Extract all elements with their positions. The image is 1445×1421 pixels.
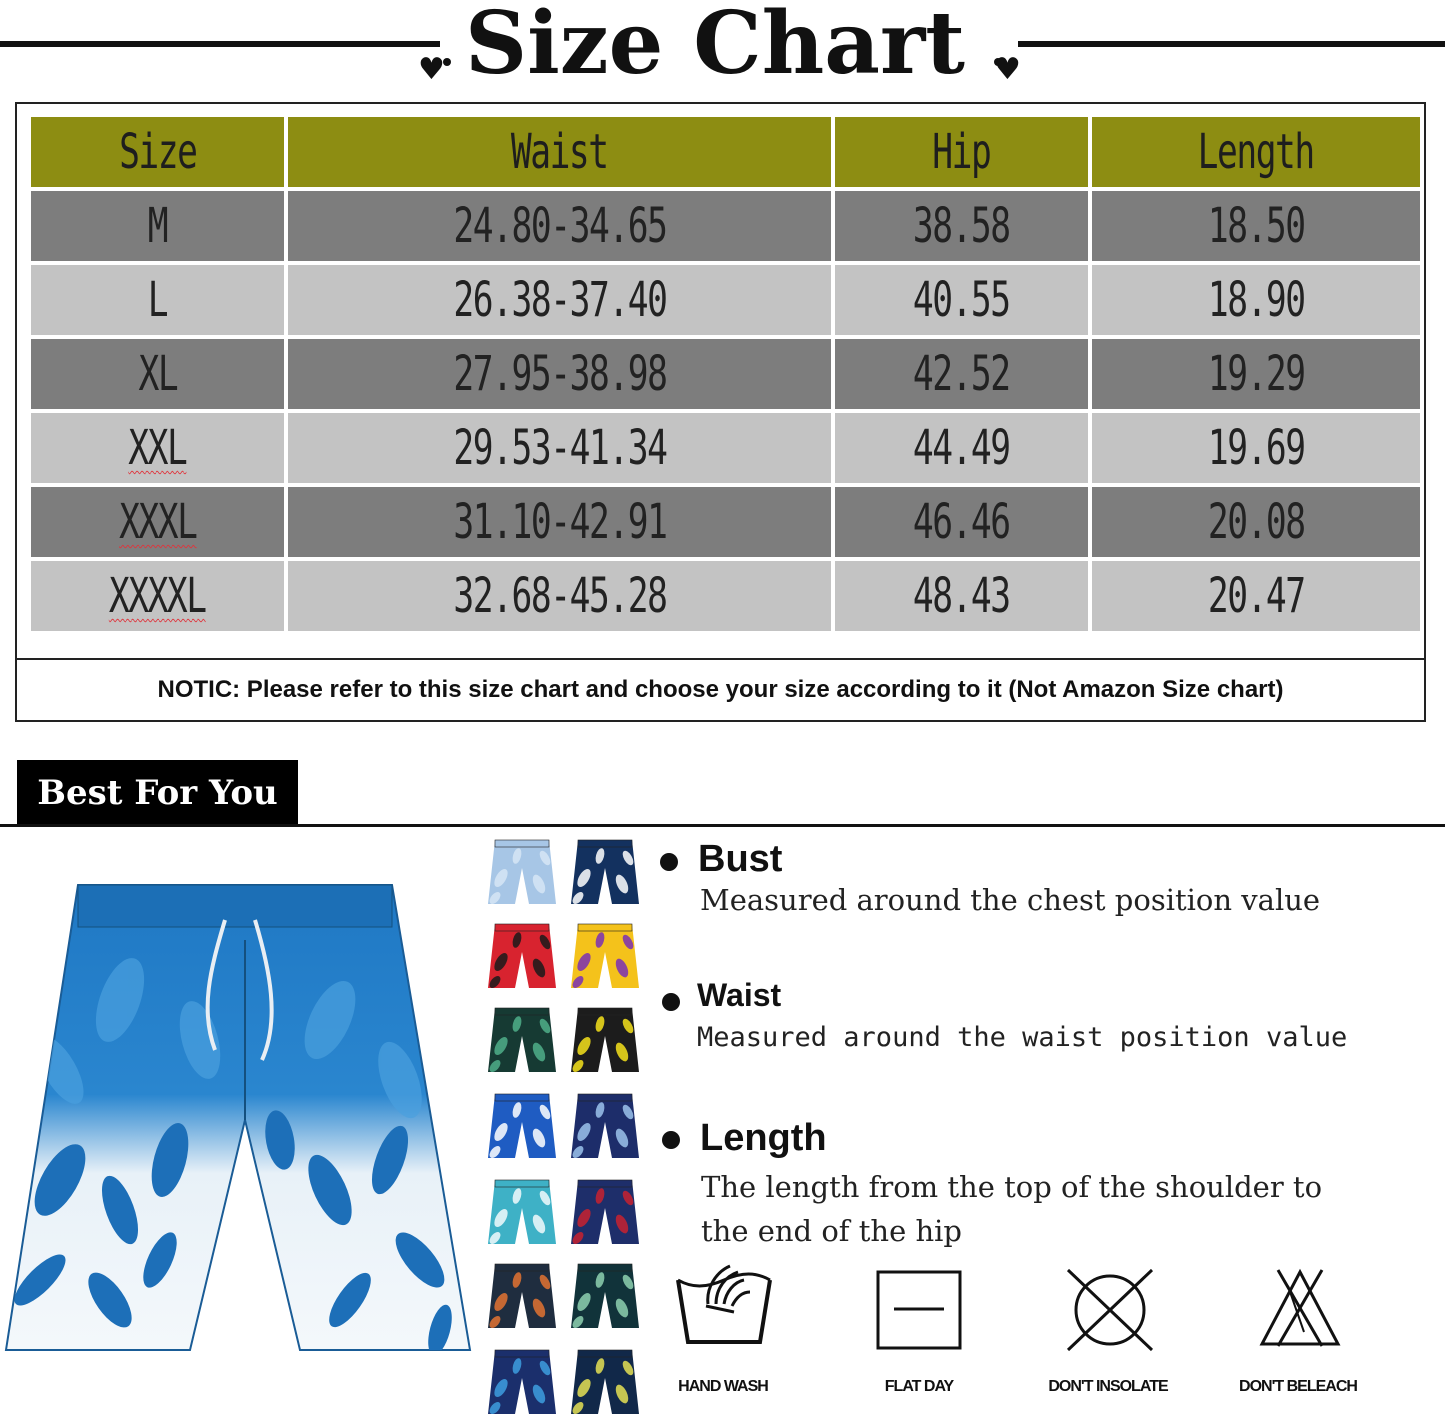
size-cell: XXXL xyxy=(31,487,284,557)
waist-cell: 27.95-38.98 xyxy=(288,339,831,409)
size-cell: XXL xyxy=(31,413,284,483)
hip-cell: 44.49 xyxy=(835,413,1088,483)
length-cell: 20.47 xyxy=(1092,561,1420,631)
waist-cell: 24.80-34.65 xyxy=(288,191,831,261)
hip-cell: 46.46 xyxy=(835,487,1088,557)
notice-divider xyxy=(17,658,1424,660)
thumbnail-red-shorts[interactable] xyxy=(487,922,557,992)
length-cell: 18.90 xyxy=(1092,265,1420,335)
care-label-dont-bleach: DON'T BELEACH xyxy=(1239,1378,1357,1395)
heart-icon: ♥ xyxy=(994,52,1021,87)
product-shorts-image xyxy=(0,880,485,1390)
thumbnail-rainbow-shorts[interactable] xyxy=(570,922,640,992)
length-cell: 20.08 xyxy=(1092,487,1420,557)
size-cell: M xyxy=(31,191,284,261)
waist-cell: 31.10-42.91 xyxy=(288,487,831,557)
heart-icon: ♥ xyxy=(418,52,445,87)
table-row xyxy=(31,265,1420,335)
header-rule-right xyxy=(1018,41,1445,47)
waist-cell: 26.38-37.40 xyxy=(288,265,831,335)
hip-cell: 42.52 xyxy=(835,339,1088,409)
do-not-bleach-icon xyxy=(1258,1266,1342,1348)
care-label-hand-wash: HAND WASH xyxy=(678,1378,768,1395)
waist-desc: Measured around the waist position value xyxy=(697,1022,1348,1053)
size-table xyxy=(27,113,1424,635)
thumbnail-light-blue-shorts[interactable] xyxy=(487,838,557,908)
header-size: Size xyxy=(31,117,284,187)
thumbnail-blue-leaf-shorts[interactable] xyxy=(487,1092,557,1162)
thumbnail-teal-leaf-shorts[interactable] xyxy=(487,1178,557,1248)
header-waist: Waist xyxy=(288,117,831,187)
thumbnail-dark-green-palm-shorts[interactable] xyxy=(570,1262,640,1332)
waist-title: Waist xyxy=(697,977,782,1013)
waist-cell: 32.68-45.28 xyxy=(288,561,831,631)
care-label-dont-insolate: DON'T INSOLATE xyxy=(1048,1378,1168,1395)
size-cell: XL xyxy=(31,339,284,409)
bullet-icon xyxy=(662,1131,680,1149)
bust-title: Bust xyxy=(698,838,783,880)
header-hip: Hip xyxy=(835,117,1088,187)
table-row xyxy=(31,339,1420,409)
hip-cell: 40.55 xyxy=(835,265,1088,335)
length-desc-line2: the end of the hip xyxy=(701,1214,962,1248)
waist-cell: 29.53-41.34 xyxy=(288,413,831,483)
bullet-icon xyxy=(662,993,680,1011)
size-cell: XXXXL xyxy=(31,561,284,631)
section-rule xyxy=(0,824,1445,827)
size-cell: L xyxy=(31,265,284,335)
length-cell: 18.50 xyxy=(1092,191,1420,261)
length-cell: 19.69 xyxy=(1092,413,1420,483)
flat-dry-icon xyxy=(874,1268,964,1352)
hip-cell: 38.58 xyxy=(835,191,1088,261)
header-length: Length xyxy=(1092,117,1420,187)
table-row xyxy=(31,413,1420,483)
do-not-tumble-icon xyxy=(1060,1264,1160,1354)
hand-wash-icon xyxy=(672,1258,776,1350)
thumbnail-navy-shorts[interactable] xyxy=(570,838,640,908)
thumbnail-navy-fade-shorts[interactable] xyxy=(570,1092,640,1162)
thumbnail-neon-shorts[interactable] xyxy=(570,1006,640,1076)
table-row xyxy=(31,561,1420,631)
section-label: Best For You xyxy=(37,773,278,813)
thumbnail-palm-orange-shorts[interactable] xyxy=(487,1262,557,1332)
table-row xyxy=(31,191,1420,261)
thumbnail-tropical-dark-shorts[interactable] xyxy=(487,1006,557,1076)
table-row xyxy=(31,487,1420,557)
header-rule-left xyxy=(0,41,440,47)
bust-desc: Measured around the chest position value xyxy=(700,883,1321,917)
page-title: Size Chart xyxy=(464,0,965,94)
thumbnail-navy-star-shorts[interactable] xyxy=(570,1348,640,1418)
size-notice: NOTIC: Please refer to this size chart and choose your size according to it (Not Amazon Size chart) xyxy=(157,676,1284,703)
length-cell: 19.29 xyxy=(1092,339,1420,409)
bullet-icon xyxy=(660,853,678,871)
size-table-header-row xyxy=(31,117,1420,187)
thumbnail-flag-shorts[interactable] xyxy=(570,1178,640,1248)
hip-cell: 48.43 xyxy=(835,561,1088,631)
care-label-flat-dry: FLAT DAY xyxy=(884,1378,954,1395)
thumbnail-blue-check-shorts[interactable] xyxy=(487,1348,557,1418)
length-desc-line1: The length from the top of the shoulder to xyxy=(701,1170,1323,1204)
length-title: Length xyxy=(700,1117,827,1159)
